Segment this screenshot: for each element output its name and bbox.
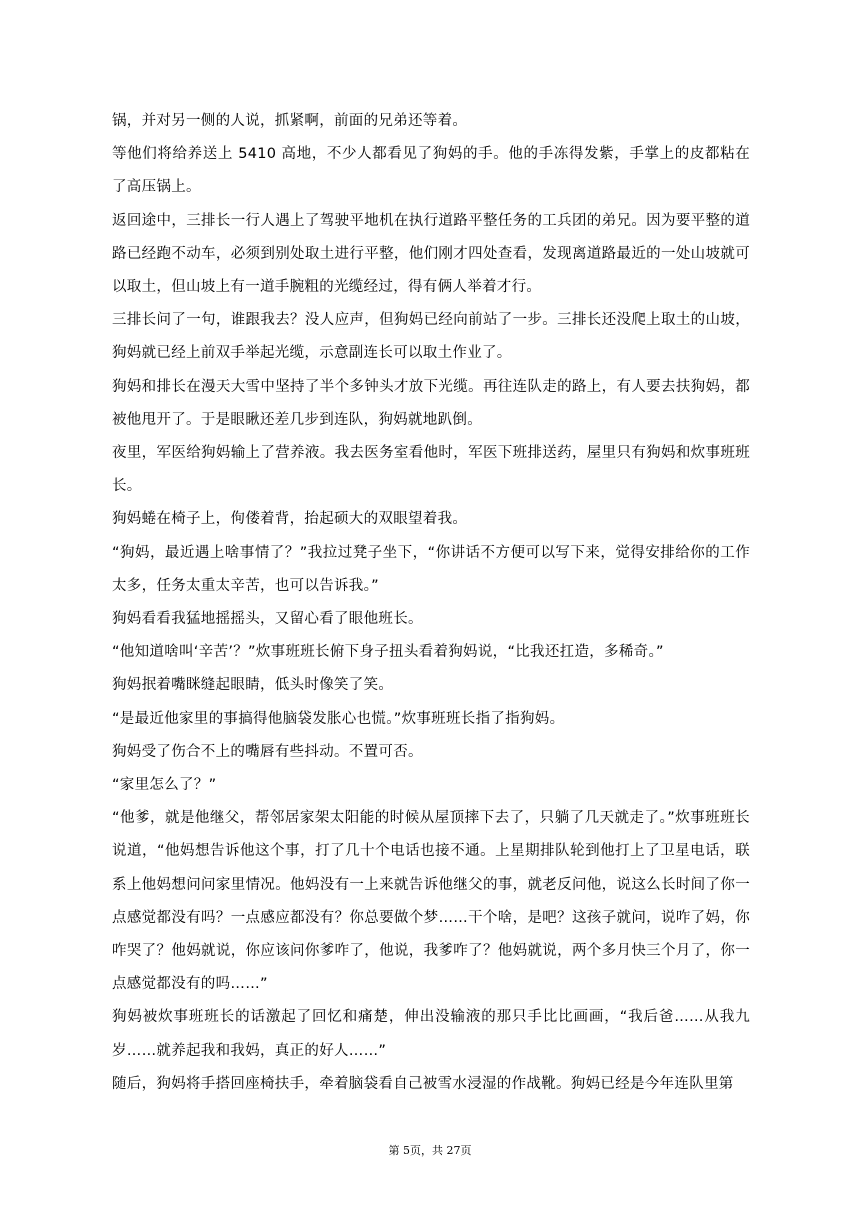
paragraph: “狗妈，最近遇上啥事情了？”我拉过凳子坐下，“你讲话不方便可以写下来，觉得安排给你的工作太多，任务太重太辛苦，也可以告诉我。” — [112, 544, 750, 594]
paragraph: 三排长问了一句，谁跟我去？没人应声，但狗妈已经向前站了一步。三排长还没爬上取土的山坡，狗妈就已经上前双手举起光缆，示意副连长可以取土作业了。 — [112, 312, 750, 362]
paragraph: 返回途中，三排长一行人遇上了驾驶平地机在执行道路平整任务的工兵团的弟兄。因为要平整的道路已经跑不动车，必须到别处取土进行平整，他们刚才四处查看，发现离道路最近的一处山坡就可以取土，但山坡上有一道手腕粗的光缆经过，得有俩人举着才行。 — [112, 212, 750, 296]
paragraph: “是最近他家里的事搞得他脑袋发胀心也慌。”炊事班班长指了指狗妈。 — [112, 710, 565, 727]
paragraph: “他爹，就是他继父，帮邻居家架太阳能的时候从屋顶摔下去了，只躺了几天就走了。”炊事班班长说道，“他妈想告诉他这个事，打了几十个电话也接不通。上星期排队轮到他打上了卫星电话，联系上他妈想问问家里情况。他妈没有一上来就告诉他继父的事，就老反问他，说这么长时间了你一点感觉都没有吗？一点感应都没有？你总要做个梦……干个啥，是吧？这孩子就问，说咋了妈，你咋哭了？他妈就说，你应该问你爹咋了，他说，我爹咋了？他妈就说，两个多月快三个月了，你一点感觉都没有的吗……” — [112, 810, 750, 993]
paragraph: 狗妈看看我猛地摇摇头，又留心看了眼他班长。 — [112, 611, 423, 628]
paragraph: 狗妈抿着嘴眯缝起眼睛，低头时像笑了笑。 — [112, 677, 394, 694]
paragraph: 夜里，军医给狗妈输上了营养液。我去医务室看他时，军医下班排送药，屋里只有狗妈和炊事班班长。 — [112, 445, 750, 495]
paragraph: 狗妈和排长在漫天大雪中坚持了半个多钟头才放下光缆。再往连队走的路上，有人要去扶狗妈，都被他甩开了。于是眼瞅还差几步到连队，狗妈就地趴倒。 — [112, 378, 750, 428]
document-body — [112, 105, 750, 1101]
paragraph: “家里怎么了？” — [112, 777, 217, 794]
paragraph: 狗妈蜷在椅子上，佝偻着背，抬起硕大的双眼望着我。 — [112, 511, 468, 528]
paragraph: 狗妈被炊事班班长的话激起了回忆和痛楚，伸出没输液的那只手比比画画，“我后爸……从我九岁……就养起我和我妈，真正的好人……” — [112, 1009, 750, 1059]
paragraph: 等他们将给养送上 5410 高地，不少人都看见了狗妈的手。他的手冻得发紫，手掌上的皮都粘在了高压锅上。 — [112, 146, 750, 196]
paragraph: 锅，并对另一侧的人说，抓紧啊，前面的兄弟还等着。 — [112, 113, 468, 129]
paragraph: 随后，狗妈将手搭回座椅扶手，牵着脑袋看自己被雪水浸湿的作战靴。狗妈已经是今年连队里第 — [112, 1075, 734, 1092]
page-number-footer: 第 5页，共 27页 — [388, 1144, 472, 1157]
paragraph: “他知道啥叫‘辛苦’？”炊事班班长俯下身子扭头看着狗妈说，“比我还扛造，多稀奇。” — [112, 644, 664, 661]
paragraph: 狗妈受了伤合不上的嘴唇有些抖动。不置可否。 — [112, 743, 423, 760]
